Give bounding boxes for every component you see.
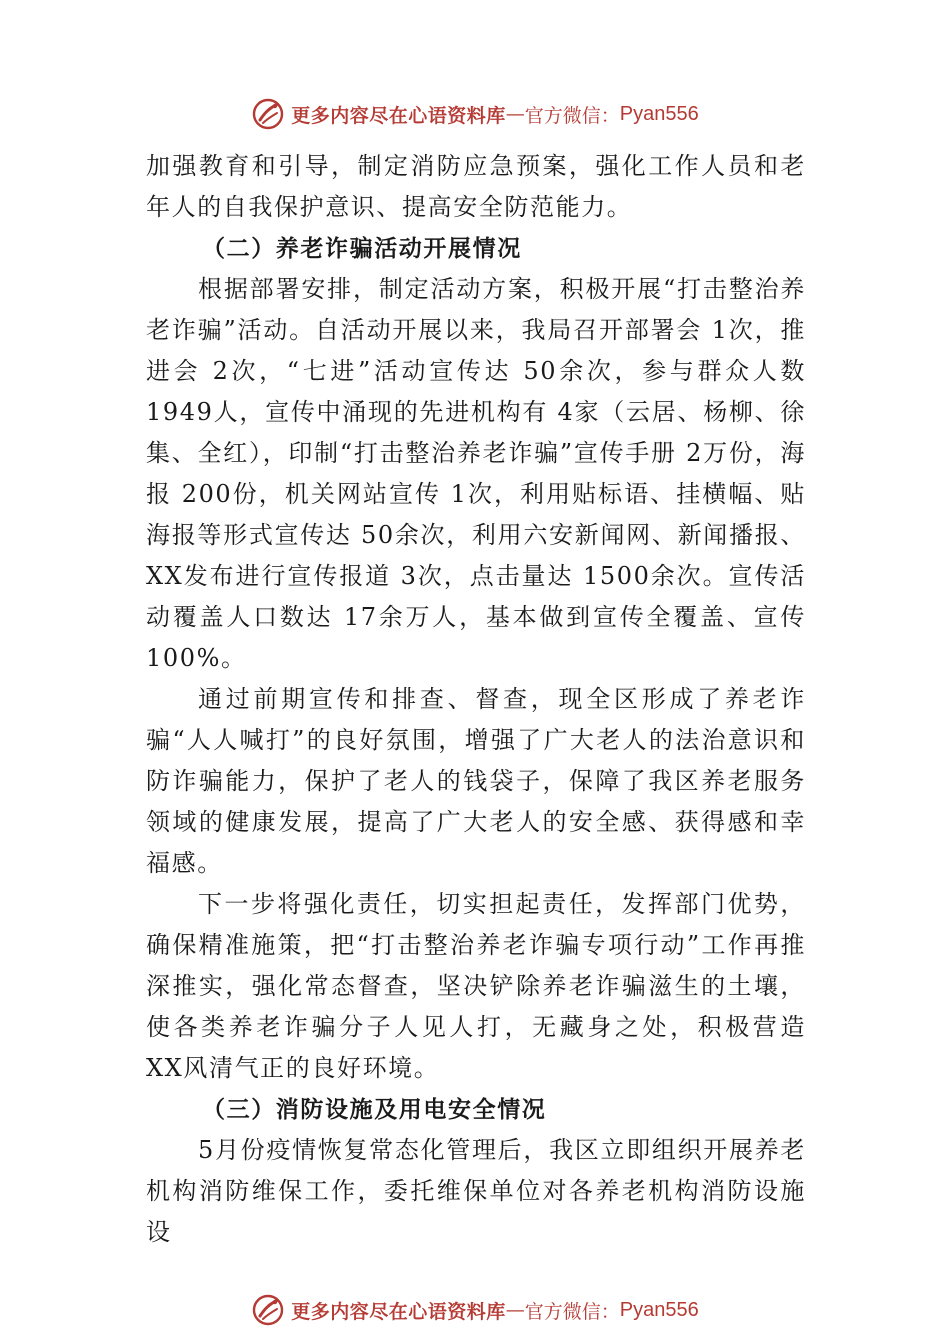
watermark-dash: — [505,1299,525,1321]
watermark-account-label: 官方微信： [524,1300,620,1323]
paragraph-continuation: 加强教育和引导，制定消防应急预案，强化工作人员和老年人的自我保护意识、提高安全防范能力。 [146,152,806,221]
watermark-account-id: Pyan556 [619,102,699,125]
header-watermark [0,94,950,134]
paragraph-campaign: 根据部署安排，制定活动方案，积极开展“打击整治养老诈骗”活动。自活动开展以来，我局召开部署会 1次，推进会 2次，“七进”活动宣传达 50余次，参与群众人数 1949人，宣传中涌现的先进机构有 4家（云居、杨柳、徐集、全红），印制“打击整治养老诈骗”宣传手册 2万份，海报 200份，机关网站宣传 1次，利用贴标语、挂横幅、贴海报等形式宣传达 50余次，利用六安新闻网、新闻播报、XX发布进行宣传报道 3次，点击量达 1500余次。宣传活动覆盖人口数达 17余万人，基本做到宣传全覆盖、宣传 100%。 [146,275,806,672]
watermark-brand-text: 更多内容尽在心语资料库 [291,1300,506,1323]
document-body [146,146,806,1253]
watermark-account-id: Pyan556 [619,1298,699,1321]
paragraph-fire-safety: 5月份疫情恢复常态化管理后，我区立即组织开展养老机构消防维保工作，委托维保单位对各养老机构消防设施设 [146,1136,806,1246]
section-heading-3: （三）消防设施及用电安全情况 [202,1096,547,1123]
watermark-dash: — [505,103,525,125]
paragraph-next-steps: 下一步将强化责任，切实担起责任，发挥部门优势，确保精准施策，把“打击整治养老诈骗专项行动”工作再推深推实，强化常态督查，坚决铲除养老诈骗滋生的土壤，使各类养老诈骗分子人见人打，无藏身之处，积极营造 XX风清气正的良好环境。 [146,890,806,1082]
seal-logo-icon [251,1293,285,1327]
seal-logo-icon [251,97,285,131]
watermark-brand-text: 更多内容尽在心语资料库 [291,104,506,127]
watermark-account-label: 官方微信： [524,104,620,127]
footer-watermark [0,1290,950,1330]
section-heading-2: （二）养老诈骗活动开展情况 [202,235,522,262]
paragraph-effect: 通过前期宣传和排查、督查，现全区形成了养老诈骗“人人喊打”的良好氛围，增强了广大老人的法治意识和防诈骗能力，保护了老人的钱袋子，保障了我区养老服务领域的健康发展，提高了广大老人的安全感、获得感和幸福感。 [146,685,806,877]
